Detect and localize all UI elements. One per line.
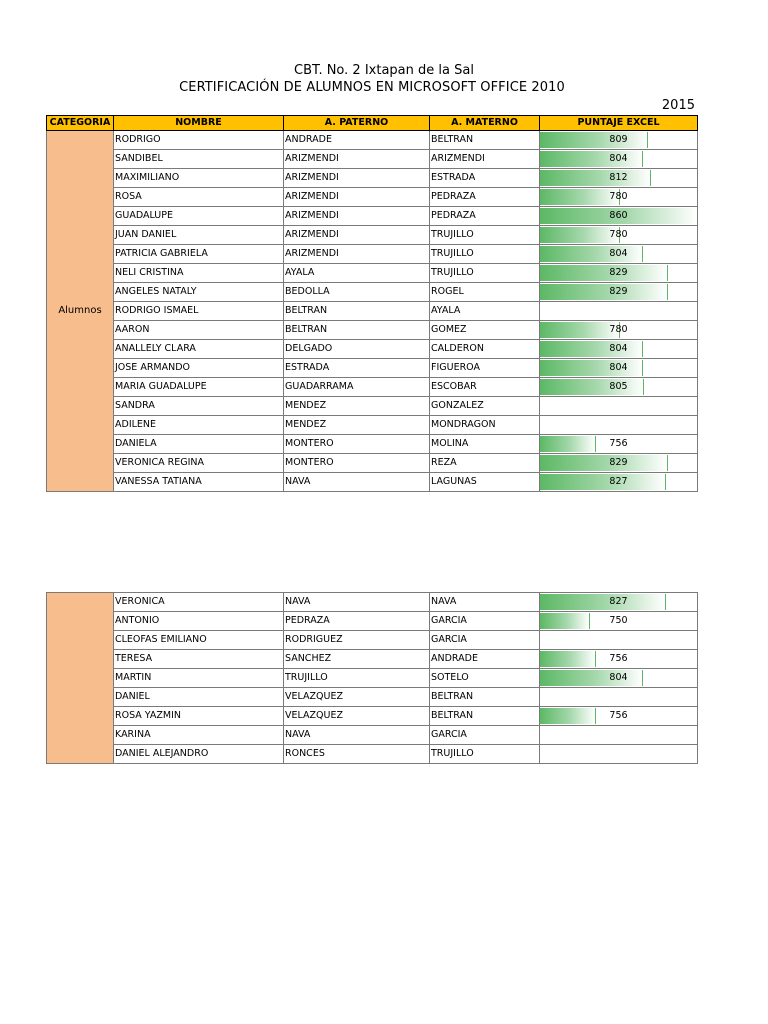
score-databar xyxy=(540,594,666,610)
paterno-cell: TRUJILLO xyxy=(284,669,430,688)
score-value: 829 xyxy=(609,286,628,297)
score-cell xyxy=(540,612,698,631)
nombre-cell: MARTIN xyxy=(114,669,284,688)
table-row xyxy=(47,707,698,726)
score-databar xyxy=(540,322,620,338)
score-value: 804 xyxy=(609,672,628,683)
document-subtitle: CERTIFICACIÓN DE ALUMNOS EN MICROSOFT OFFICE 2010 xyxy=(179,80,565,95)
table-row xyxy=(47,378,698,397)
score-databar xyxy=(540,265,668,281)
nombre-cell: DANIEL ALEJANDRO xyxy=(114,745,284,764)
materno-cell: LAGUNAS xyxy=(430,473,540,492)
paterno-cell: SANCHEZ xyxy=(284,650,430,669)
nombre-cell: ANALLELY CLARA xyxy=(114,340,284,359)
score-cell xyxy=(540,435,698,454)
materno-cell: ANDRADE xyxy=(430,650,540,669)
nombre-cell: JOSE ARMANDO xyxy=(114,359,284,378)
paterno-cell: MONTERO xyxy=(284,435,430,454)
score-cell xyxy=(540,226,698,245)
materno-cell: CALDERON xyxy=(430,340,540,359)
column-header-puntaje: PUNTAJE EXCEL xyxy=(540,116,698,131)
paterno-cell: NAVA xyxy=(284,473,430,492)
score-databar xyxy=(540,189,620,205)
score-value: 829 xyxy=(609,267,628,278)
score-value: 756 xyxy=(609,438,628,449)
score-cell xyxy=(540,245,698,264)
paterno-cell: ARIZMENDI xyxy=(284,188,430,207)
nombre-cell: ANGELES NATALY xyxy=(114,283,284,302)
nombre-cell: MAXIMILIANO xyxy=(114,169,284,188)
score-value: 812 xyxy=(609,172,628,183)
score-value: 829 xyxy=(609,457,628,468)
table-row xyxy=(47,726,698,745)
score-cell xyxy=(540,302,698,321)
materno-cell: PEDRAZA xyxy=(430,188,540,207)
score-cell xyxy=(540,321,698,340)
score-databar xyxy=(540,227,620,243)
score-value: 804 xyxy=(609,248,628,259)
score-value: 804 xyxy=(609,343,628,354)
score-databar xyxy=(540,132,648,148)
category-cell xyxy=(47,593,114,764)
paterno-cell: GUADARRAMA xyxy=(284,378,430,397)
materno-cell: REZA xyxy=(430,454,540,473)
materno-cell: ESTRADA xyxy=(430,169,540,188)
table-row xyxy=(47,612,698,631)
paterno-cell: ARIZMENDI xyxy=(284,207,430,226)
table-row xyxy=(47,745,698,764)
table-row xyxy=(47,150,698,169)
nombre-cell: KARINA xyxy=(114,726,284,745)
materno-cell: GARCIA xyxy=(430,612,540,631)
materno-cell: MONDRAGON xyxy=(430,416,540,435)
score-cell xyxy=(540,745,698,764)
score-cell xyxy=(540,340,698,359)
score-cell xyxy=(540,688,698,707)
nombre-cell: TERESA xyxy=(114,650,284,669)
table-row xyxy=(47,188,698,207)
materno-cell: PEDRAZA xyxy=(430,207,540,226)
column-header-nombre: NOMBRE xyxy=(114,116,284,131)
paterno-cell: BEDOLLA xyxy=(284,283,430,302)
students-table-2 xyxy=(46,592,698,764)
year-label: 2015 xyxy=(661,98,695,113)
nombre-cell: ROSA xyxy=(114,188,284,207)
table-row xyxy=(47,650,698,669)
score-cell xyxy=(540,669,698,688)
table-row xyxy=(47,669,698,688)
nombre-cell: VANESSA TATIANA xyxy=(114,473,284,492)
table-row xyxy=(47,321,698,340)
materno-cell: BELTRAN xyxy=(430,131,540,150)
table-row xyxy=(47,454,698,473)
score-databar xyxy=(540,474,666,490)
score-databar xyxy=(540,708,596,724)
table-row xyxy=(47,245,698,264)
paterno-cell: RODRIGUEZ xyxy=(284,631,430,650)
score-cell xyxy=(540,631,698,650)
document-title: CBT. No. 2 Ixtapan de la Sal xyxy=(294,63,474,78)
score-cell xyxy=(540,454,698,473)
nombre-cell: CLEOFAS EMILIANO xyxy=(114,631,284,650)
score-value: 804 xyxy=(609,362,628,373)
score-databar xyxy=(540,284,668,300)
score-cell xyxy=(540,283,698,302)
score-value: 809 xyxy=(609,134,628,145)
nombre-cell: NELI CRISTINA xyxy=(114,264,284,283)
score-databar xyxy=(540,170,651,186)
score-cell xyxy=(540,169,698,188)
paterno-cell: MONTERO xyxy=(284,454,430,473)
paterno-cell: NAVA xyxy=(284,593,430,612)
paterno-cell: MENDEZ xyxy=(284,416,430,435)
table-row xyxy=(47,688,698,707)
column-header-paterno: A. PATERNO xyxy=(284,116,430,131)
paterno-cell: BELTRAN xyxy=(284,302,430,321)
students-table-1 xyxy=(46,115,698,492)
score-value: 756 xyxy=(609,710,628,721)
score-value: 827 xyxy=(609,596,628,607)
table-row xyxy=(47,169,698,188)
score-value: 780 xyxy=(609,229,628,240)
score-cell xyxy=(540,378,698,397)
table-row xyxy=(47,207,698,226)
score-cell xyxy=(540,416,698,435)
materno-cell: GONZALEZ xyxy=(430,397,540,416)
materno-cell: SOTELO xyxy=(430,669,540,688)
table-row xyxy=(47,340,698,359)
paterno-cell: VELAZQUEZ xyxy=(284,688,430,707)
materno-cell: TRUJILLO xyxy=(430,226,540,245)
score-cell xyxy=(540,188,698,207)
materno-cell: GARCIA xyxy=(430,631,540,650)
table-row xyxy=(47,631,698,650)
category-cell: Alumnos xyxy=(47,131,114,492)
materno-cell: TRUJILLO xyxy=(430,245,540,264)
score-value: 827 xyxy=(609,476,628,487)
nombre-cell: SANDRA xyxy=(114,397,284,416)
score-value: 756 xyxy=(609,653,628,664)
score-value: 780 xyxy=(609,191,628,202)
table-row xyxy=(47,416,698,435)
paterno-cell: BELTRAN xyxy=(284,321,430,340)
score-databar xyxy=(540,613,590,629)
nombre-cell: VERONICA xyxy=(114,593,284,612)
nombre-cell: VERONICA REGINA xyxy=(114,454,284,473)
nombre-cell: DANIEL xyxy=(114,688,284,707)
paterno-cell: ARIZMENDI xyxy=(284,150,430,169)
score-value: 805 xyxy=(609,381,628,392)
paterno-cell: VELAZQUEZ xyxy=(284,707,430,726)
score-databar xyxy=(540,455,668,471)
paterno-cell: NAVA xyxy=(284,726,430,745)
nombre-cell: PATRICIA GABRIELA xyxy=(114,245,284,264)
materno-cell: BELTRAN xyxy=(430,707,540,726)
table-row xyxy=(47,593,698,612)
nombre-cell: ADILENE xyxy=(114,416,284,435)
nombre-cell: AARON xyxy=(114,321,284,340)
materno-cell: MOLINA xyxy=(430,435,540,454)
score-cell xyxy=(540,726,698,745)
paterno-cell: ARIZMENDI xyxy=(284,226,430,245)
paterno-cell: PEDRAZA xyxy=(284,612,430,631)
score-databar xyxy=(540,651,596,667)
paterno-cell: ANDRADE xyxy=(284,131,430,150)
materno-cell: ARIZMENDI xyxy=(430,150,540,169)
materno-cell: NAVA xyxy=(430,593,540,612)
score-cell xyxy=(540,264,698,283)
table-row xyxy=(47,435,698,454)
score-cell xyxy=(540,650,698,669)
materno-cell: FIGUEROA xyxy=(430,359,540,378)
materno-cell: BELTRAN xyxy=(430,688,540,707)
nombre-cell: RODRIGO ISMAEL xyxy=(114,302,284,321)
score-value: 860 xyxy=(609,210,628,221)
paterno-cell: ESTRADA xyxy=(284,359,430,378)
column-header-categoria: CATEGORIA xyxy=(47,116,114,131)
score-value: 780 xyxy=(609,324,628,335)
materno-cell: AYALA xyxy=(430,302,540,321)
materno-cell: GOMEZ xyxy=(430,321,540,340)
paterno-cell: RONCES xyxy=(284,745,430,764)
table-row xyxy=(47,131,698,150)
header-row xyxy=(47,116,698,131)
paterno-cell: DELGADO xyxy=(284,340,430,359)
score-cell xyxy=(540,707,698,726)
score-cell xyxy=(540,473,698,492)
score-cell xyxy=(540,397,698,416)
table-row xyxy=(47,397,698,416)
score-cell xyxy=(540,150,698,169)
nombre-cell: ROSA YAZMIN xyxy=(114,707,284,726)
paterno-cell: ARIZMENDI xyxy=(284,245,430,264)
nombre-cell: JUAN DANIEL xyxy=(114,226,284,245)
table-row xyxy=(47,283,698,302)
score-cell xyxy=(540,593,698,612)
table-row xyxy=(47,226,698,245)
nombre-cell: RODRIGO xyxy=(114,131,284,150)
materno-cell: ROGEL xyxy=(430,283,540,302)
materno-cell: TRUJILLO xyxy=(430,264,540,283)
materno-cell: ESCOBAR xyxy=(430,378,540,397)
paterno-cell: ARIZMENDI xyxy=(284,169,430,188)
nombre-cell: DANIELA xyxy=(114,435,284,454)
table-row xyxy=(47,473,698,492)
materno-cell: GARCIA xyxy=(430,726,540,745)
column-header-materno: A. MATERNO xyxy=(430,116,540,131)
table-row xyxy=(47,359,698,378)
score-databar xyxy=(540,436,596,452)
score-value: 750 xyxy=(609,615,628,626)
paterno-cell: MENDEZ xyxy=(284,397,430,416)
score-cell xyxy=(540,207,698,226)
nombre-cell: ANTONIO xyxy=(114,612,284,631)
score-value: 804 xyxy=(609,153,628,164)
paterno-cell: AYALA xyxy=(284,264,430,283)
score-databar xyxy=(540,379,644,395)
score-cell xyxy=(540,359,698,378)
score-cell xyxy=(540,131,698,150)
table-row xyxy=(47,264,698,283)
materno-cell: TRUJILLO xyxy=(430,745,540,764)
table-row xyxy=(47,302,698,321)
nombre-cell: SANDIBEL xyxy=(114,150,284,169)
nombre-cell: MARIA GUADALUPE xyxy=(114,378,284,397)
nombre-cell: GUADALUPE xyxy=(114,207,284,226)
